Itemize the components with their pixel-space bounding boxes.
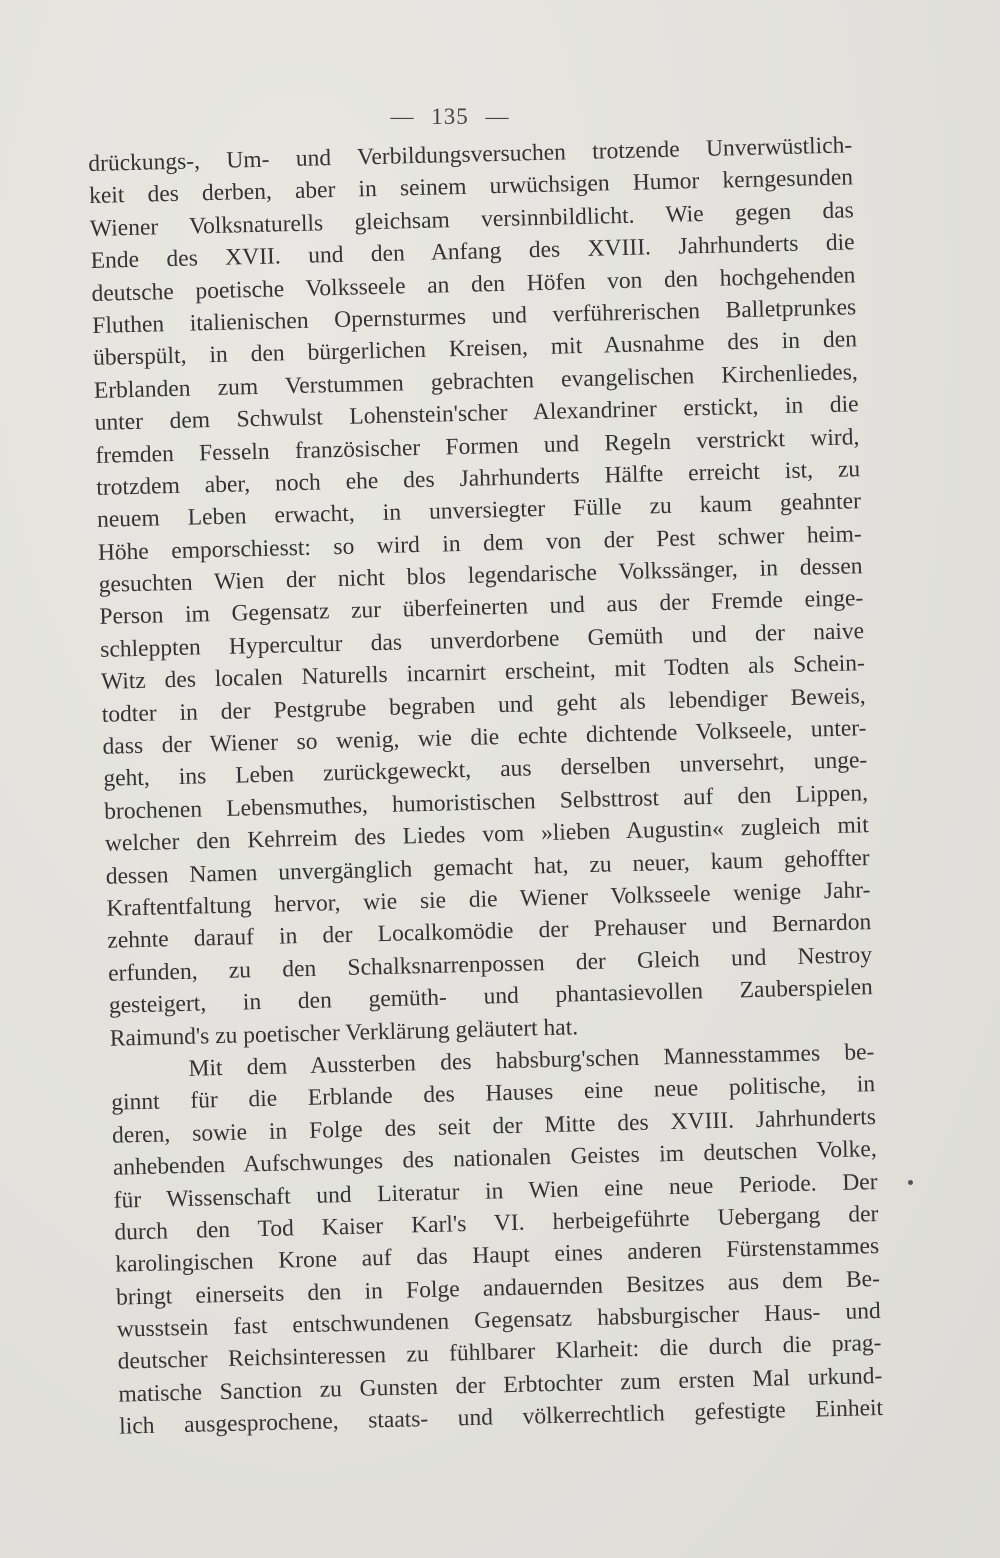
text-line: überspült, in den bürgerlichen Kreisen, mit Ausnahme des in den — [92, 326, 858, 372]
page-number-header — [0, 104, 900, 130]
text-line: für Wissenschaft und Literatur in Wien eine neue Periode. Der — [113, 1168, 878, 1214]
text-line: geht, ins Leben zurückgeweckt, aus derselben unversehrt, unge- — [103, 747, 868, 793]
text-line: drückungs-, Um- und Verbildungsversuchen trotzende Unverwüstlich- — [88, 132, 853, 177]
text-line: deutsche poetische Volksseele an den Höfen von den hochgehenden — [91, 261, 856, 307]
text-line: anhebenden Aufschwunges des nationalen Geistes im deutschen Volke, — [112, 1136, 878, 1181]
text-line: welcher den Kehrreim des Liedes vom »lieben Augustin« zugleich mit — [104, 812, 870, 857]
text-line: karolingischen Krone auf das Haupt eines anderen Fürstenstammes — [114, 1233, 880, 1278]
text-line: schleppten Hypercultur das unverdorbene Gemüth und der naive — [99, 618, 865, 663]
text-line: neuem Leben erwacht, in unversiegter Fülle zu kaum geahnter — [96, 488, 862, 534]
text-line: durch den Tod Kaiser Karl's VI. herbeigeführte Uebergang der — [114, 1200, 879, 1246]
text-line: unter dem Schwulst Lohenstein'scher Alexandriner erstickt, in die — [94, 391, 859, 437]
text-line: Kraftentfaltung hervor, wie sie die Wiener Volksseele wenige Jahr- — [106, 877, 871, 922]
text-line: Höhe emporschiesst: so wird in dem von der Pest schwer heim- — [97, 520, 862, 566]
text-line: bringt einerseits den in Folge andauernden Besitzes aus dem Be- — [115, 1265, 881, 1311]
text-line: Erblanden zum Verstummen gebrachten evangelischen Kirchenliedes, — [93, 358, 859, 404]
text-line: todter in der Pestgrube begraben und geht als lebendiger Beweis, — [101, 682, 866, 728]
paragraph-end-line: Raimund's zu poetischer Verklärung geläutert hat. — [109, 1013, 579, 1052]
page-number-dash-left: — — [390, 104, 415, 129]
text-line: Fluthen italienischen Opernsturmes und verführerischen Balletprunkes — [92, 294, 857, 339]
paper-speck — [908, 1180, 913, 1185]
text-line: brochenen Lebensmuthes, humoristischen Selbsttrost auf den Lippen, — [103, 779, 869, 825]
text-line: wusstsein fast entschwundenen Gegensatz habsburgischer Haus- und — [116, 1298, 881, 1343]
text-line: trotzdem aber, noch ehe des Jahrhunderts Hälfte erreicht ist, zu — [95, 456, 861, 501]
text-line: gesteigert, in den gemüth- und phantasievollen Zauberspielen — [108, 974, 874, 1019]
text-line: erfunden, zu den Schalksnarrenpossen der Gleich und Nestroy — [107, 941, 873, 987]
text-line: gesuchten Wien der nicht blos legendarische Volkssänger, in dessen — [98, 553, 863, 598]
page-number: 135 — [431, 104, 469, 129]
text-line: deutscher Reichsinteressen zu fühlbarer Klarheit: die durch die prag- — [117, 1330, 882, 1376]
text-line: matische Sanction zu Gunsten der Erbtochter zum ersten Mal urkund- — [118, 1362, 883, 1408]
text-line: Witz des localen Naturells incarnirt erscheint, mit Todten als Schein- — [100, 650, 866, 696]
text-line: keit des derben, aber in seinem urwüchsigen Humor kerngesunden — [88, 164, 854, 210]
text-line: Ende des XVII. und den Anfang des XVIII. Jahrhunderts die — [90, 229, 855, 275]
body-text — [88, 129, 883, 1443]
text-line: fremden Fesseln französischer Formen und Regeln verstrickt wird, — [95, 423, 860, 469]
text-line: deren, sowie in Folge des seit der Mitte des XVIII. Jahrhunderts — [111, 1103, 877, 1149]
text-line: zehnte darauf in der Localkomödie der Prehauser und Bernardon — [107, 909, 872, 955]
text-line: Wiener Volksnaturells gleichsam versinnbildlicht. Wie gegen das — [89, 197, 855, 242]
text-line: ginnt für die Erblande des Hauses eine neue politische, in — [111, 1071, 876, 1117]
text-line: dass der Wiener so wenig, wie die echte dichtende Volkseele, unter- — [102, 715, 867, 760]
text-line: Person im Gegensatz zur überfeinerten und aus der Fremde einge- — [99, 585, 864, 631]
text-line: dessen Namen unvergänglich gemacht hat, zu neuer, kaum gehoffter — [105, 844, 870, 890]
paragraph-start-line: Mit dem Aussterben des habsburg'schen Mannesstammes be- — [188, 1038, 875, 1082]
text-line: lich ausgesprochene, staats- und völkerrechtlich gefestigte Einheit — [118, 1395, 884, 1440]
page-number-dash-right: — — [485, 104, 510, 129]
